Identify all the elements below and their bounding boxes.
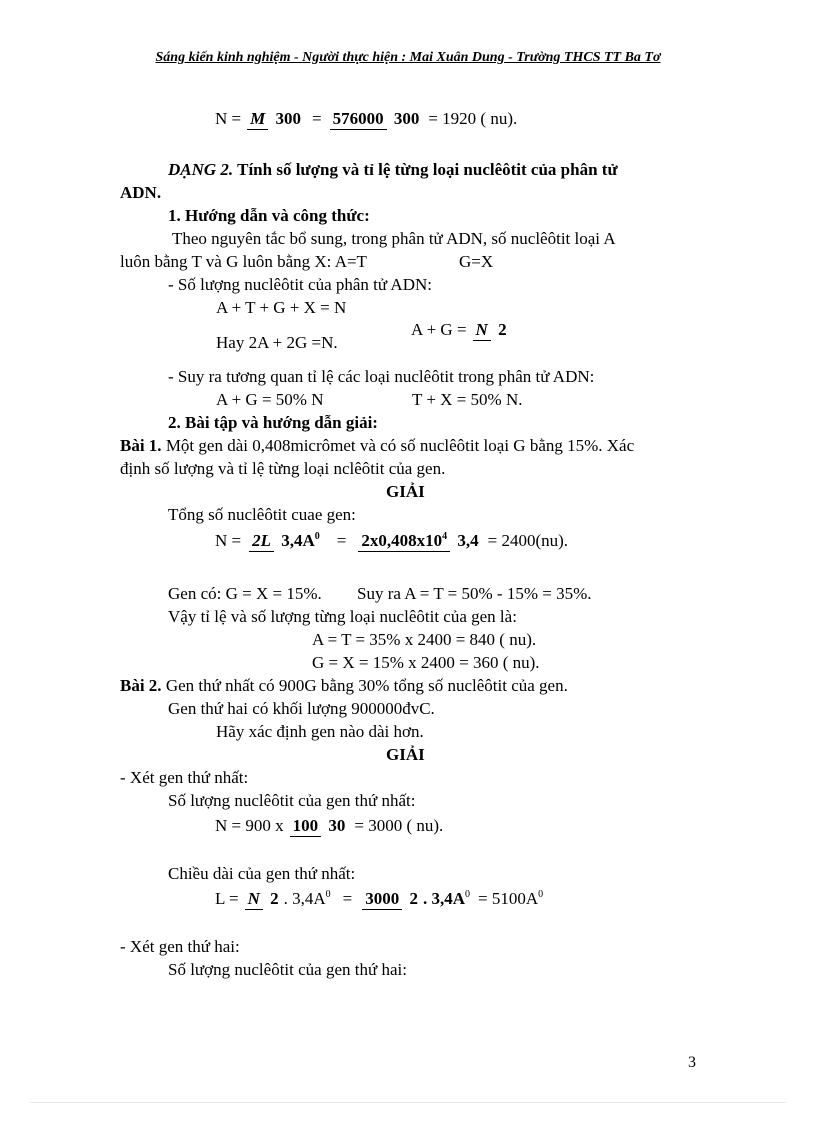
fraction-denominator: 300 [393, 109, 420, 128]
num-text: 2x0,408x10 [361, 531, 443, 550]
fraction-numerator: M [247, 109, 268, 130]
eq-part: . 3,4A [283, 889, 326, 908]
equation: A + T + G + X = N [216, 298, 347, 317]
exercise-text: Một gen dài 0,408micrômet và có số nuclêôtit loại G bằng 15%. Xác [161, 436, 635, 455]
paragraph: Tổng số nuclêôtit cuae gen: [168, 505, 356, 524]
paragraph: G=X [459, 252, 494, 271]
fraction-denominator: 2 [270, 889, 279, 908]
exercise-label: Bài 1. [120, 436, 162, 455]
superscript: 0 [465, 889, 471, 900]
fraction-denominator [278, 530, 323, 550]
eq-text: N = [215, 531, 242, 550]
eq-text: = [312, 109, 322, 128]
section-heading-dang2-cont: ADN. [120, 183, 162, 202]
eq-text: N = [215, 109, 242, 128]
exercise-1 [120, 436, 634, 456]
equation-total-nucleotides [215, 530, 568, 552]
eq-text [284, 889, 331, 909]
equation-n-from-mass [215, 108, 517, 130]
fraction-numerator: 3000 [362, 889, 402, 910]
fraction-numerator: 576000 [330, 109, 387, 130]
fraction-numerator: 2L [249, 531, 274, 552]
paragraph: Gen có: G = X = 15%. [168, 584, 322, 603]
exercise-2 [120, 676, 568, 696]
eq-text: = 3000 ( nu). [354, 816, 444, 835]
eq-text: = [336, 531, 347, 550]
superscript: 0 [538, 889, 544, 900]
eq-text: = 2400(nu). [487, 531, 569, 550]
fraction-denominator: 30 [328, 816, 346, 835]
subsection-title: 2. Bài tập và hướng dẫn giải: [168, 413, 378, 432]
fraction-denominator: 300 [275, 109, 301, 128]
equation: G = X = 15% x 2400 = 360 ( nu). [312, 653, 540, 672]
fraction [330, 108, 423, 130]
dang-label: DẠNG 2. [168, 160, 234, 179]
exercise-label: Bài 2. [120, 676, 162, 695]
solution-heading: GIẢI [386, 745, 425, 764]
equation: A = T = 35% x 2400 = 840 ( nu). [312, 630, 537, 649]
equation-half-n [411, 319, 512, 341]
fraction [290, 815, 349, 837]
page-header: Sáng kiến kinh nghiệm - Người thực hiện : Mai Xuân Dung - Trường THCS TT Ba Tơ [155, 50, 661, 65]
fraction [247, 108, 304, 130]
solution-heading: GIẢI [386, 482, 425, 501]
subsection-title: 1. Hướng dẫn và công thức: [168, 206, 370, 225]
fraction [473, 319, 510, 341]
equation-length-gene1 [215, 888, 543, 910]
fraction [358, 530, 481, 552]
eq-text [423, 889, 470, 909]
paragraph: Theo nguyên tắc bổ sung, trong phân tử ADN, số nuclêôtit loại A [172, 229, 616, 248]
fraction [245, 888, 282, 910]
fraction-denominator: 3,4 [457, 531, 479, 550]
equation: Hay 2A + 2G =N. [216, 333, 338, 352]
fraction-numerator: N [473, 320, 491, 341]
equation: T + X = 50% N. [412, 390, 523, 409]
exercise-2-question: Hãy xác định gen nào dài hơn. [216, 722, 424, 741]
fraction-denominator: 2 [498, 320, 507, 339]
dang-text: Tính số lượng và tỉ lệ từng loại nuclêôtit của phân tử [233, 160, 618, 179]
superscript: 0 [314, 531, 320, 542]
paragraph: - Xét gen thứ nhất: [120, 768, 249, 787]
equation-n-gene1 [215, 815, 443, 837]
page-number: 3 [688, 1054, 696, 1071]
exercise-1-cont: định số lượng và tỉ lệ từng loại nclêôtit của gen. [120, 459, 446, 478]
page-bottom-divider [30, 1102, 786, 1103]
paragraph: Số lượng nuclêôtit của gen thứ nhất: [168, 791, 416, 810]
eq-text: N = 900 x [215, 816, 284, 835]
fraction-numerator: 100 [290, 816, 322, 837]
superscript: 4 [442, 531, 448, 542]
den-text: 3,4A [281, 531, 315, 550]
exercise-text: Gen thứ nhất có 900G bằng 30% tổng số nuclêôtit của gen. [161, 676, 568, 695]
paragraph: Số lượng nuclêôtit của gen thứ hai: [168, 960, 407, 979]
fraction-denominator: 2 [409, 889, 418, 908]
eq-text: L = [215, 889, 239, 908]
fraction-numerator [358, 531, 450, 552]
paragraph: Vậy tỉ lệ và số lượng từng loại nuclêôtit của gen là: [168, 607, 517, 626]
fraction [362, 888, 421, 910]
paragraph: Suy ra A = T = 50% - 15% = 35%. [357, 584, 592, 603]
fraction [249, 530, 323, 552]
eq-text: = 1920 ( nu). [428, 109, 518, 128]
paragraph: - Suy ra tương quan tỉ lệ các loại nuclêôtit trong phân tử ADN: [168, 367, 595, 386]
eq-text [478, 889, 543, 909]
equation: A + G = 50% N [216, 390, 324, 409]
eq-text: A + G = [411, 320, 467, 339]
paragraph: luôn bằng T và G luôn bằng X: A=T [120, 252, 367, 271]
paragraph: - Xét gen thứ hai: [120, 937, 240, 956]
eq-part: . 3,4A [423, 889, 466, 908]
eq-part: = 5100A [478, 889, 539, 908]
fraction-numerator: N [245, 889, 263, 910]
section-heading-dang2 [168, 160, 618, 180]
paragraph: - Số lượng nuclêôtit của phân tử ADN: [168, 275, 432, 294]
paragraph: Chiều dài của gen thứ nhất: [168, 864, 356, 883]
exercise-2-cont: Gen thứ hai có khối lượng 900000đvC. [168, 699, 435, 718]
eq-text: = [342, 889, 353, 908]
superscript: 0 [325, 889, 331, 900]
